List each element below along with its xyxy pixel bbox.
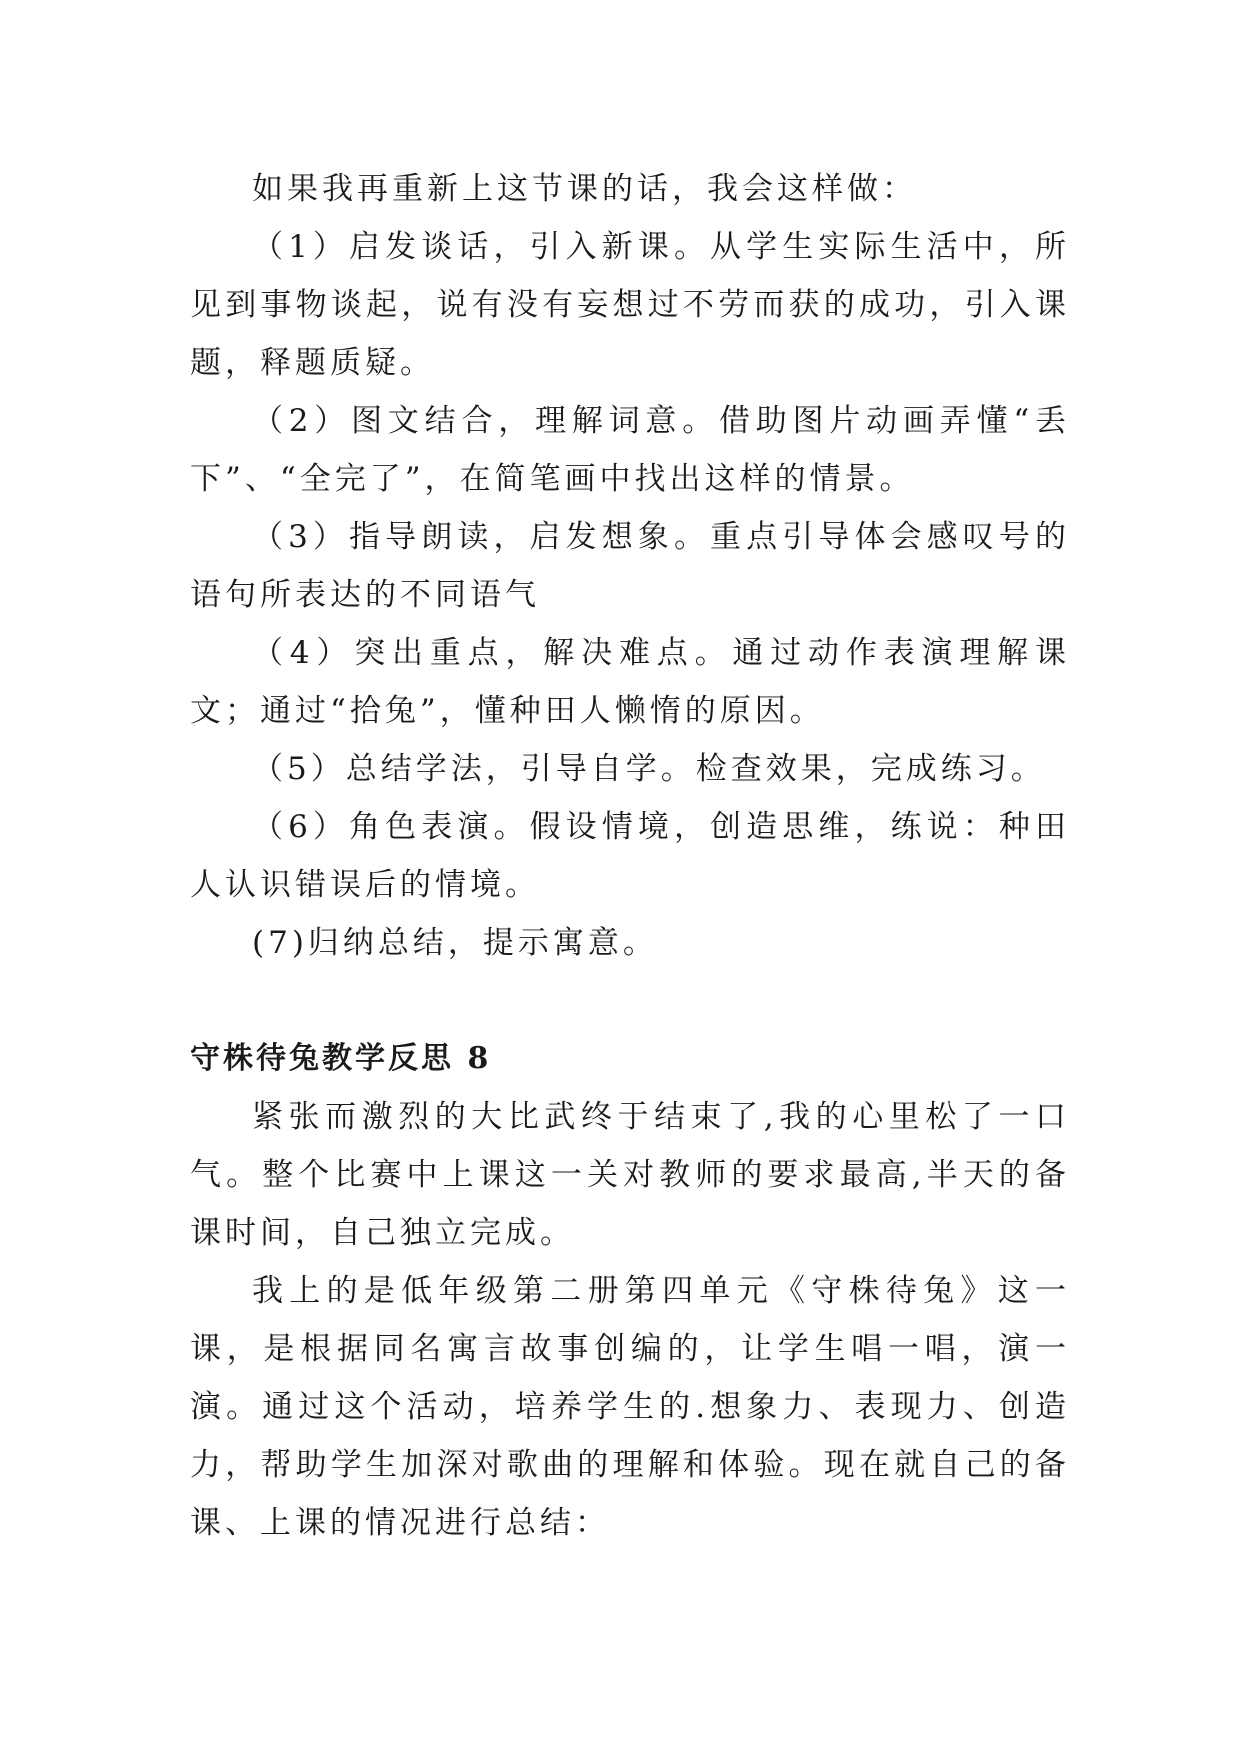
paragraph-step-5: （5）总结学法，引导自学。检查效果，完成练习。: [252, 751, 1046, 787]
section-heading: 守株待兔教学反思 8: [190, 1041, 492, 1076]
section-spacer: [190, 972, 1070, 1030]
paragraph-step-3: （3）指导朗读，启发想象。重点引导体会感叹号的语句所表达的不同语气: [190, 519, 1070, 613]
paragraph-step-4: （4）突出重点，解决难点。通过动作表演理解课文；通过“拾兔”，懂种田人懒惰的原因。: [190, 635, 1070, 729]
paragraph-section8-2: 我上的是低年级第二册第四单元《守株待兔》这一课，是根据同名寓言故事创编的，让学生唱一唱，演一演。通过这个活动，培养学生的.想象力、表现力、创造力，帮助学生加深对歌曲的理解和体验。现在就自己的备课、上课的情况进行总结：: [190, 1273, 1070, 1541]
paragraph-step-1: （1）启发谈话，引入新课。从学生实际生活中，所见到事物谈起，说有没有妄想过不劳而获的成功，引入课题，释题质疑。: [190, 229, 1070, 381]
document-body: [190, 160, 1070, 1552]
paragraph-intro: 如果我再重新上这节课的话，我会这样做：: [252, 171, 917, 207]
paragraph-step-7: (7)归纳总结，提示寓意。: [252, 925, 658, 961]
paragraph-step-2: （2）图文结合，理解词意。借助图片动画弄懂“丢下”、“全完了”，在简笔画中找出这样的情景。: [190, 403, 1070, 497]
paragraph-section8-1: 紧张而激烈的大比武终于结束了,我的心里松了一口气。整个比赛中上课这一关对教师的要求最高,半天的备课时间，自己独立完成。: [190, 1099, 1070, 1251]
paragraph-step-6: （6）角色表演。假设情境，创造思维，练说：种田人认识错误后的情境。: [190, 809, 1070, 903]
